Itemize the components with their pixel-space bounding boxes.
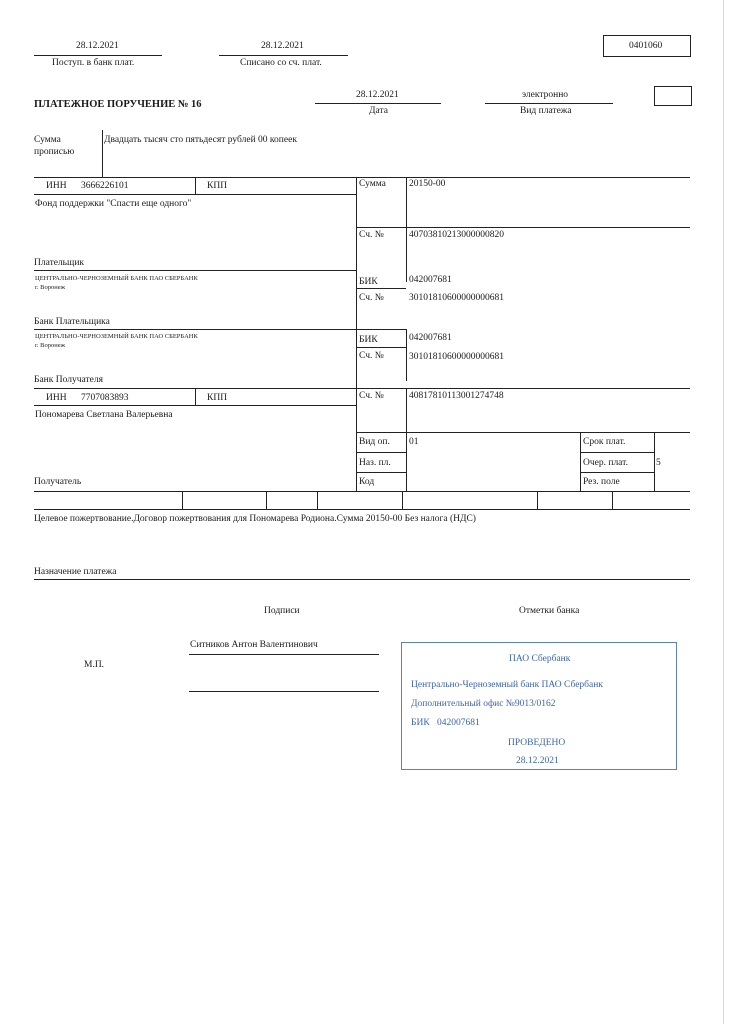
sum-value: 20150-00 xyxy=(409,179,446,189)
payer-label: Плательщик xyxy=(34,258,85,268)
payment-type-label: Вид платежа xyxy=(520,106,572,116)
debited-label: Списано со сч. плат. xyxy=(240,58,322,68)
payer-bank-label: Банк Плательщика xyxy=(34,317,110,327)
grid-line xyxy=(356,177,357,491)
payee-bank-account-label: Сч. № xyxy=(359,351,384,361)
priority-label: Очер. плат. xyxy=(583,458,628,468)
grid-line xyxy=(580,472,654,473)
grid-line xyxy=(356,288,406,289)
payer-bank-name: ЦЕНТРАЛЬНО-ЧЕРНОЗЕМНЫЙ БАНК ПАО СБЕРБАНК xyxy=(35,275,198,282)
stamp-date: 28.12.2021 xyxy=(516,756,559,766)
payee-name: Пономарева Светлана Валерьевна xyxy=(35,410,173,420)
payer-account: 40703810213000000820 xyxy=(409,230,504,240)
grid-line xyxy=(406,329,407,381)
signer-name: Ситников Антон Валентинович xyxy=(190,640,318,650)
grid-line xyxy=(34,177,690,178)
purpose-label: Назначение платежа xyxy=(34,567,117,577)
grid-line xyxy=(406,432,407,491)
grid-line xyxy=(406,388,407,432)
payer-bank-bik: 042007681 xyxy=(409,275,452,285)
stamp-bik: 042007681 xyxy=(437,718,480,728)
received-line xyxy=(34,55,162,56)
due-label: Срок плат. xyxy=(583,437,626,447)
payment-type-line xyxy=(485,103,613,104)
payee-bank-city: г. Воронеж xyxy=(35,342,66,349)
stamp-bik-label: БИК xyxy=(411,718,430,728)
purpose-text: Целевое пожертвование.Договор пожертвования для Пономарева Родиона.Сумма 20150-00 Без налога (НДС) xyxy=(34,514,476,524)
payee-bank-account: 30101810600000000681 xyxy=(409,352,504,362)
payer-account-label: Сч. № xyxy=(359,230,384,240)
grid-line xyxy=(356,452,406,453)
grid-line xyxy=(34,509,690,510)
payee-account: 40817810113001274748 xyxy=(409,391,504,401)
payee-bank-bik-label: БИК xyxy=(359,335,378,345)
payer-bank-account-label: Сч. № xyxy=(359,293,384,303)
payment-type: электронно xyxy=(522,90,569,100)
stamp-status: ПРОВЕДЕНО xyxy=(508,738,566,748)
bank-marks-label: Отметки банка xyxy=(519,606,580,616)
payer-inn-label: ИНН xyxy=(46,181,67,191)
purpose-code-label: Наз. пл. xyxy=(359,458,391,468)
grid-line xyxy=(356,329,406,330)
payee-inn: 7707083893 xyxy=(81,393,129,403)
grid-line xyxy=(34,405,356,406)
grid-line xyxy=(34,388,690,389)
payer-bank-city: г. Воронеж xyxy=(35,284,66,291)
debited-date: 28.12.2021 xyxy=(261,41,304,51)
payee-account-label: Сч. № xyxy=(359,391,384,401)
grid-line xyxy=(34,329,356,330)
stamp-branch: Центрально-Черноземный банк ПАО Сбербанк xyxy=(411,680,603,690)
amount-words-label-1: Сумма xyxy=(34,135,61,145)
page-edge xyxy=(723,0,724,1024)
grid-line xyxy=(34,270,356,271)
payer-kpp-label: КПП xyxy=(207,181,228,191)
grid-line xyxy=(356,227,690,228)
signatures-label: Подписи xyxy=(264,606,300,616)
order-date-line xyxy=(315,103,441,104)
received-date: 28.12.2021 xyxy=(76,41,119,51)
empty-code-box xyxy=(654,86,692,106)
code-label: Код xyxy=(359,477,375,487)
form-code: 0401060 xyxy=(629,41,663,51)
grid-line xyxy=(34,491,690,492)
payer-bank-bik-label: БИК xyxy=(359,277,378,287)
amount-words-divider xyxy=(102,130,103,177)
grid-line xyxy=(356,472,406,473)
sum-label: Сумма xyxy=(359,179,386,189)
grid-line xyxy=(182,491,183,509)
purpose-line xyxy=(34,579,690,580)
amount-words-label-2: прописью xyxy=(34,147,75,157)
order-date: 28.12.2021 xyxy=(356,90,399,100)
payer-bank-account: 30101810600000000681 xyxy=(409,293,504,303)
op-type: 01 xyxy=(409,437,419,447)
grid-line xyxy=(317,491,318,509)
payer-name: Фонд поддержки "Спасти еще одного" xyxy=(35,199,192,209)
grid-line xyxy=(580,452,654,453)
payee-label: Получатель xyxy=(34,477,82,487)
bank-stamp xyxy=(401,642,677,770)
order-date-label: Дата xyxy=(369,106,388,116)
stamp-bank: ПАО Сбербанк xyxy=(509,654,571,664)
grid-line xyxy=(612,491,613,509)
grid-line xyxy=(654,432,655,491)
grid-line xyxy=(402,491,403,509)
payee-inn-label: ИНН xyxy=(46,393,67,403)
amount-words-value: Двадцать тысяч сто пятьдесят рублей 00 копеек xyxy=(104,135,297,145)
priority-value: 5 xyxy=(656,458,661,468)
payee-bank-name: ЦЕНТРАЛЬНО-ЧЕРНОЗЕМНЫЙ БАНК ПАО СБЕРБАНК xyxy=(35,333,198,340)
grid-line xyxy=(406,177,407,282)
grid-line xyxy=(34,194,356,195)
grid-line xyxy=(195,177,196,194)
reserve-label: Рез. поле xyxy=(583,477,620,487)
grid-line xyxy=(580,432,581,491)
received-label: Поступ. в банк плат. xyxy=(52,58,135,68)
stamp-office: Дополнительный офис №9013/0162 xyxy=(411,699,556,709)
grid-line xyxy=(195,388,196,405)
debited-line xyxy=(219,55,348,56)
order-title: ПЛАТЕЖНОЕ ПОРУЧЕНИЕ № 16 xyxy=(34,99,202,110)
payer-inn: 3666226101 xyxy=(81,181,129,191)
seal-label: М.П. xyxy=(84,660,105,670)
op-type-label: Вид оп. xyxy=(359,437,390,447)
signature-line-2 xyxy=(189,691,379,692)
payee-bank-label: Банк Получателя xyxy=(34,375,103,385)
grid-line xyxy=(266,491,267,509)
payee-kpp-label: КПП xyxy=(207,393,228,403)
payee-bank-bik: 042007681 xyxy=(409,333,452,343)
signature-line-1 xyxy=(189,654,379,655)
grid-line xyxy=(537,491,538,509)
grid-line xyxy=(356,347,406,348)
